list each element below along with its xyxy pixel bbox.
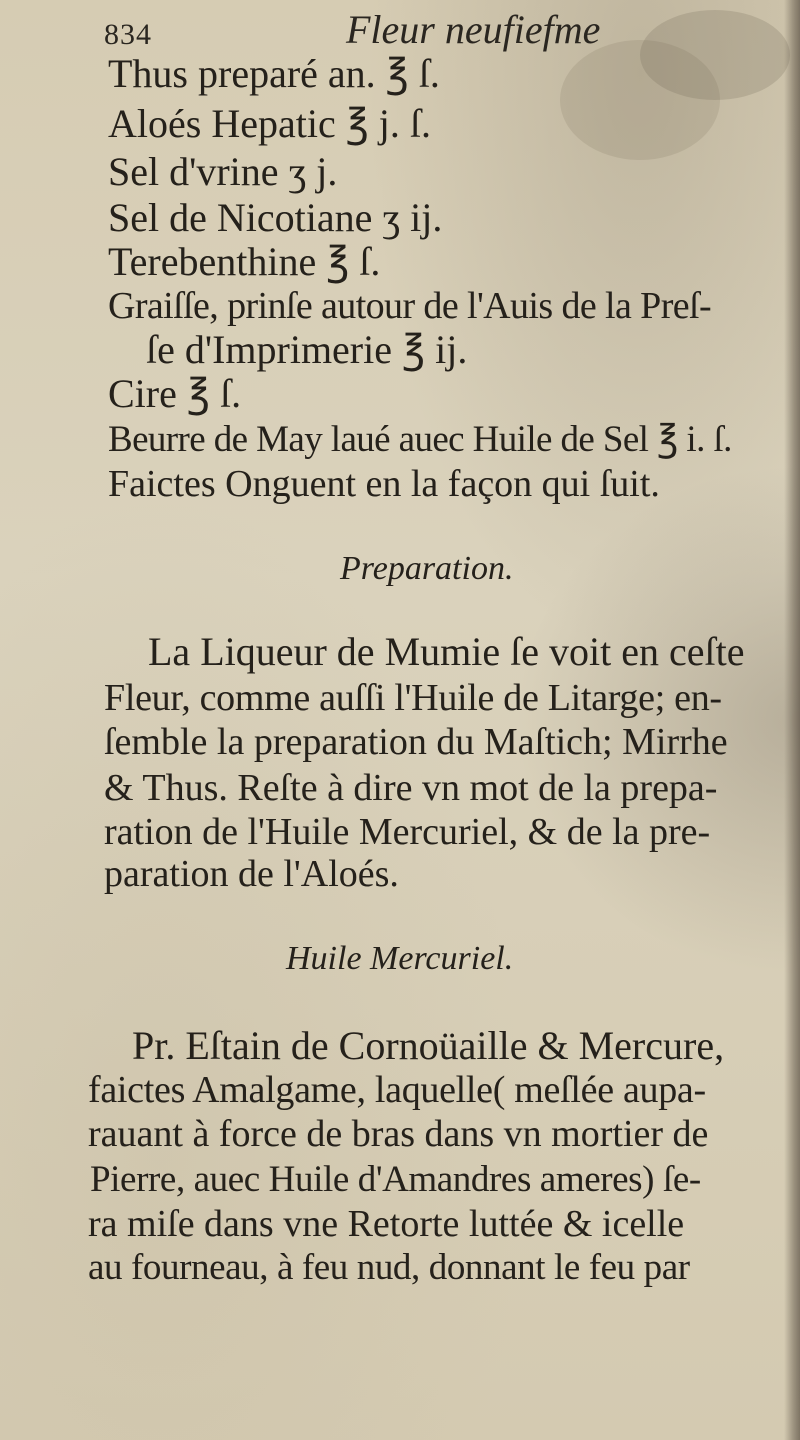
page-number: 834 bbox=[104, 18, 152, 51]
ingredient-line: Sel de Nicotiane ʒ ij. bbox=[108, 195, 443, 240]
section-heading-huile-mercuriel: Huile Mercuriel. bbox=[286, 940, 514, 977]
paragraph-line: Pierre, auec Huile d'Amandres ameres) ſe- bbox=[90, 1159, 701, 1200]
paragraph-line: ra miſe dans vne Retorte luttée & icelle bbox=[88, 1203, 685, 1245]
ingredient-line: Aloés Hepatic ℥ j. ſ. bbox=[108, 101, 432, 146]
ingredient-line: Graiſſe, prinſe autour de l'Auis de la Preſ- bbox=[108, 285, 712, 327]
ingredient-line: Cire ℥ ſ. bbox=[108, 371, 242, 416]
page-header bbox=[104, 6, 664, 56]
ingredient-line: Sel d'vrine ʒ j. bbox=[108, 149, 338, 194]
ingredient-line: Faictes Onguent en la façon qui ſuit. bbox=[108, 463, 660, 505]
paragraph-line: Fleur, comme auſſi l'Huile de Litarge; en- bbox=[104, 677, 722, 719]
page-edge-shadow bbox=[784, 0, 800, 1440]
paragraph-line: Pr. Eſtain de Cornoüaille & Mercure, bbox=[132, 1023, 725, 1068]
paragraph-line: au fourneau, à feu nud, donnant le feu par bbox=[88, 1247, 690, 1288]
section-heading-preparation: Preparation. bbox=[340, 550, 514, 587]
paragraph-line: rauant à force de bras dans vn mortier de bbox=[88, 1113, 709, 1155]
paragraph-line: ſemble la preparation du Maſtich; Mirrhe bbox=[104, 721, 728, 763]
ingredient-line: Terebenthine ℥ ſ. bbox=[108, 239, 381, 284]
ingredient-line: Beurre de May laué auec Huile de Sel ℥ i. ſ. bbox=[108, 419, 732, 460]
paragraph-line: paration de l'Aloés. bbox=[104, 853, 399, 895]
ingredient-line: Thus preparé an. ℥ ſ. bbox=[108, 51, 440, 96]
paragraph-line: faictes Amalgame, laquelle( meſlée aupa- bbox=[88, 1069, 706, 1111]
paragraph-line: & Thus. Reſte à dire vn mot de la prepa- bbox=[104, 767, 718, 809]
ingredient-line: ſe d'Imprimerie ℥ ij. bbox=[146, 327, 468, 372]
running-title: Fleur neufiefme bbox=[346, 7, 601, 52]
paragraph-line: La Liqueur de Mumie ſe voit en ceſte bbox=[148, 629, 745, 674]
paragraph-line: ration de l'Huile Mercuriel, & de la pre- bbox=[104, 811, 711, 853]
